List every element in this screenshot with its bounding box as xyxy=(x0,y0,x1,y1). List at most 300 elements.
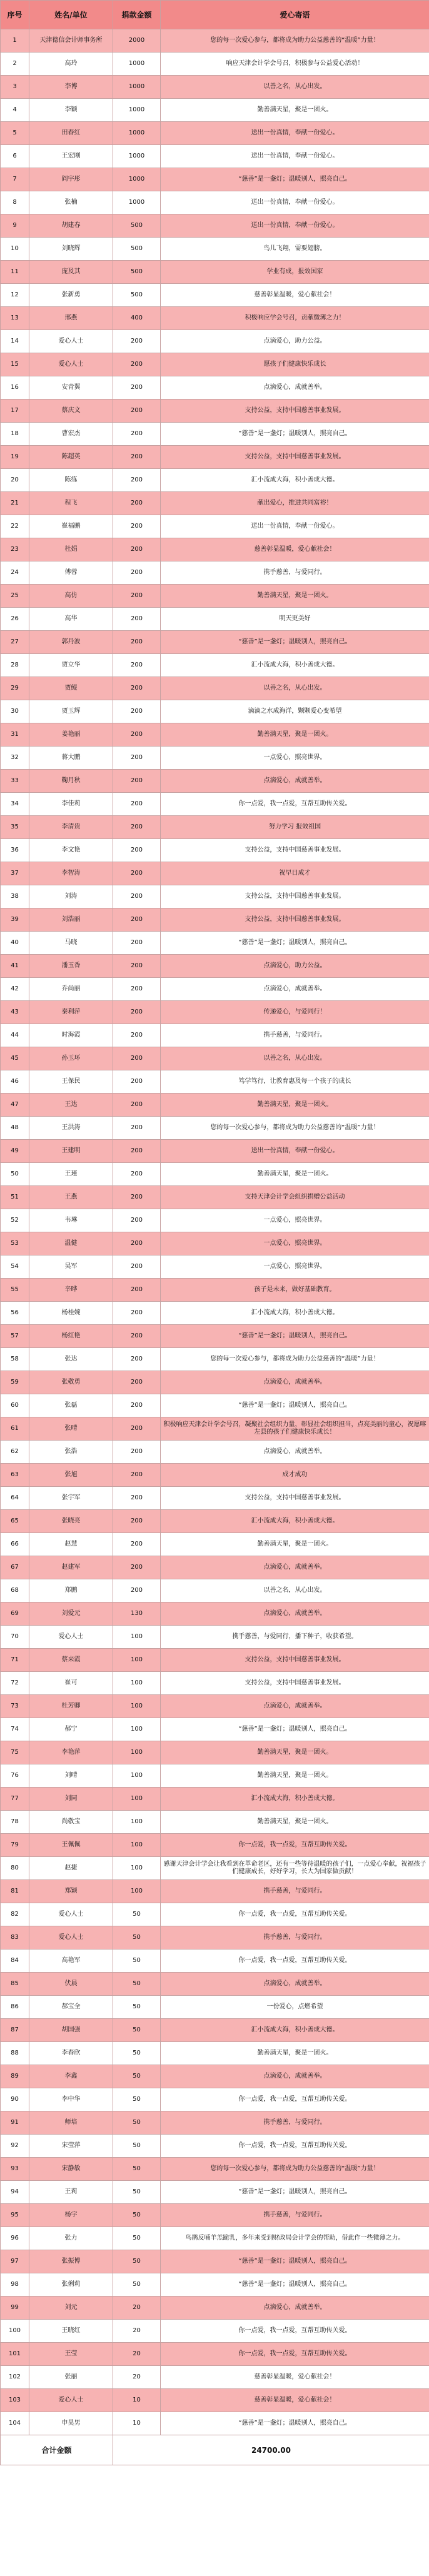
donor-name: 鞠月秋 xyxy=(29,770,113,793)
donation-amount: 200 xyxy=(113,1140,161,1163)
row-index: 57 xyxy=(1,1325,29,1348)
donor-name: 刘元 xyxy=(29,2297,113,2320)
donor-name: 王佩佩 xyxy=(29,1834,113,1857)
row-index: 1 xyxy=(1,29,29,53)
donation-amount: 200 xyxy=(113,1302,161,1325)
row-index: 59 xyxy=(1,1371,29,1394)
donation-amount: 200 xyxy=(113,654,161,677)
donor-message: 携手慈善，与爱同行。 xyxy=(161,2111,429,2135)
table-row xyxy=(1,1903,429,1926)
donor-message: 孩子是未来，做好基础教育。 xyxy=(161,1279,429,1302)
donor-name: 爱心人士 xyxy=(29,353,113,376)
row-index: 75 xyxy=(1,1741,29,1764)
donor-message: 点滴爱心，助力公益。 xyxy=(161,330,429,353)
row-index: 28 xyxy=(1,654,29,677)
row-index: 88 xyxy=(1,2042,29,2065)
donor-name: 张宇军 xyxy=(29,1487,113,1510)
table-row xyxy=(1,816,429,839)
donor-message: 你一点爱，我一点爱，互帮互助传关爱。 xyxy=(161,2088,429,2111)
donor-name: 宋莹萍 xyxy=(29,2135,113,2158)
donor-name: 王晓红 xyxy=(29,2320,113,2343)
donor-name: 崔可 xyxy=(29,1672,113,1695)
donor-message: 支持公益，支持中国慈善事业发展。 xyxy=(161,1672,429,1695)
donation-amount: 50 xyxy=(113,1996,161,2019)
donor-message: 献出爱心，推进共同富裕！ xyxy=(161,492,429,515)
donor-name: 李颖 xyxy=(29,99,113,122)
donor-name: 师培 xyxy=(29,2111,113,2135)
donor-name: 崔福鹏 xyxy=(29,515,113,538)
donor-message: 点滴爱心，助力公益。 xyxy=(161,955,429,978)
donor-name: 姜艳丽 xyxy=(29,723,113,747)
donor-message: 努力学习 报效祖国 xyxy=(161,816,429,839)
row-index: 92 xyxy=(1,2135,29,2158)
donor-name: 爱心人士 xyxy=(29,2389,113,2412)
donor-name: 尚敬宝 xyxy=(29,1811,113,1834)
row-index: 13 xyxy=(1,307,29,330)
table-row xyxy=(1,654,429,677)
donation-amount: 200 xyxy=(113,955,161,978)
donation-amount: 200 xyxy=(113,1047,161,1070)
table-row xyxy=(1,631,429,654)
row-index: 100 xyxy=(1,2320,29,2343)
donor-message: 携手慈善，与爱同行。 xyxy=(161,1024,429,1047)
donor-name: 王洪涛 xyxy=(29,1117,113,1140)
table-row xyxy=(1,677,429,700)
row-index: 24 xyxy=(1,561,29,585)
donor-message: 携手慈善，与爱同行，播下种子，收获希望。 xyxy=(161,1626,429,1649)
donation-amount: 200 xyxy=(113,885,161,908)
donor-name: 温健 xyxy=(29,1232,113,1255)
donation-amount: 20 xyxy=(113,2343,161,2366)
donor-name: 孙玉环 xyxy=(29,1047,113,1070)
row-index: 18 xyxy=(1,423,29,446)
donor-name: 胡国强 xyxy=(29,2019,113,2042)
row-index: 101 xyxy=(1,2343,29,2366)
row-index: 39 xyxy=(1,908,29,932)
donor-name: 郑鹏 xyxy=(29,1579,113,1602)
row-index: 37 xyxy=(1,862,29,885)
donor-message: 送出一份真情，奉献一份爱心。 xyxy=(161,1140,429,1163)
row-index: 77 xyxy=(1,1788,29,1811)
table-row xyxy=(1,1579,429,1602)
donor-message: 鸟鹊反哺羊羔跪乳，多年来受到财政局会计学会的帮助，借此作一些微薄之力。 xyxy=(161,2227,429,2250)
table-row xyxy=(1,1880,429,1903)
donor-name: 爱心人士 xyxy=(29,1903,113,1926)
table-row xyxy=(1,2042,429,2065)
donor-name: 刘爱元 xyxy=(29,1602,113,1626)
row-index: 90 xyxy=(1,2088,29,2111)
donor-message: 你一点爱，我一点爱，互帮互助传关爱。 xyxy=(161,2135,429,2158)
row-index: 50 xyxy=(1,1163,29,1186)
col-header-amount: 捐款金额 xyxy=(113,1,161,29)
donor-message: 送出一份真情，奉献一份爱心。 xyxy=(161,145,429,168)
row-index: 32 xyxy=(1,747,29,770)
donation-amount: 200 xyxy=(113,330,161,353)
donor-name: 王莉 xyxy=(29,2181,113,2204)
donation-amount: 200 xyxy=(113,1024,161,1047)
donation-amount: 200 xyxy=(113,1487,161,1510)
donation-amount: 100 xyxy=(113,1811,161,1834)
donor-message: 笃学笃行，让教育惠及每一个孩子的成长 xyxy=(161,1070,429,1094)
table-row xyxy=(1,284,429,307)
donor-name: 天津德信会计师事务所 xyxy=(29,29,113,53)
donor-message: 您的每一次爱心参与，都将成为助力公益慈善的“温暖”力量！ xyxy=(161,2158,429,2181)
donation-amount: 200 xyxy=(113,908,161,932)
donation-amount: 200 xyxy=(113,538,161,561)
donor-message: 愿孩子们健康快乐成长 xyxy=(161,353,429,376)
donor-message: 送出一份真情，奉献一份爱心。 xyxy=(161,515,429,538)
header-row xyxy=(1,1,429,29)
donor-name: 李清贵 xyxy=(29,816,113,839)
table-row xyxy=(1,2297,429,2320)
donor-name: 王瑾 xyxy=(29,1163,113,1186)
table-row xyxy=(1,2111,429,2135)
donor-message: 勤善满天星，聚是一团火。 xyxy=(161,1094,429,1117)
table-row xyxy=(1,585,429,608)
donation-amount: 100 xyxy=(113,1649,161,1672)
row-index: 83 xyxy=(1,1926,29,1950)
donation-amount: 200 xyxy=(113,978,161,1001)
row-index: 6 xyxy=(1,145,29,168)
donor-message: 勤善满天星，聚是一团火。 xyxy=(161,2042,429,2065)
donor-name: 杜芳卿 xyxy=(29,1695,113,1718)
donation-amount: 10 xyxy=(113,2412,161,2435)
donor-name: 张敬勇 xyxy=(29,1371,113,1394)
donor-message: 携手慈善，与爱同行。 xyxy=(161,1880,429,1903)
donor-message: 积极响应学会号召，贡献微薄之力！ xyxy=(161,307,429,330)
row-index: 23 xyxy=(1,538,29,561)
table-row xyxy=(1,978,429,1001)
row-index: 74 xyxy=(1,1718,29,1741)
table-row xyxy=(1,53,429,76)
row-index: 97 xyxy=(1,2250,29,2273)
table-row xyxy=(1,2320,429,2343)
table-row xyxy=(1,2366,429,2389)
donor-message: 您的每一次爱心参与，都将成为助力公益慈善的“温暖”力量！ xyxy=(161,1348,429,1371)
donor-message: 汇小流成大海，积小善成大德。 xyxy=(161,1510,429,1533)
table-row xyxy=(1,1417,429,1441)
table-row xyxy=(1,261,429,284)
donor-message: 点滴爱心，成就善举。 xyxy=(161,1371,429,1394)
donation-amount: 200 xyxy=(113,1579,161,1602)
donor-message: 慈善彰显温暖，爱心献社会！ xyxy=(161,2389,429,2412)
donor-message: 点滴爱心，成就善举。 xyxy=(161,978,429,1001)
donor-message: 以善之名，从心出发。 xyxy=(161,76,429,99)
row-index: 45 xyxy=(1,1047,29,1070)
donor-name: 张达 xyxy=(29,1348,113,1371)
table-row xyxy=(1,1510,429,1533)
donor-name: 张丽 xyxy=(29,2366,113,2389)
table-row xyxy=(1,1695,429,1718)
table-row xyxy=(1,1348,429,1371)
row-index: 2 xyxy=(1,53,29,76)
donor-message: 点滴爱心，成就善举。 xyxy=(161,1973,429,1996)
donor-message: 汇小流成大海，积小善成大德。 xyxy=(161,1788,429,1811)
donor-name: 张晓亮 xyxy=(29,1510,113,1533)
col-header-message: 爱心寄语 xyxy=(161,1,429,29)
row-index: 5 xyxy=(1,122,29,145)
donor-name: 傅蓉 xyxy=(29,561,113,585)
donor-name: 赵慧 xyxy=(29,1533,113,1556)
table-row xyxy=(1,214,429,238)
table-row xyxy=(1,1857,429,1880)
donation-amount: 1000 xyxy=(113,76,161,99)
donor-message: 以善之名，从心出发。 xyxy=(161,1579,429,1602)
donation-amount: 20 xyxy=(113,2320,161,2343)
table-row xyxy=(1,1811,429,1834)
donation-amount: 200 xyxy=(113,1441,161,1464)
total-row xyxy=(1,2435,429,2465)
row-index: 22 xyxy=(1,515,29,538)
donor-name: 伏晨 xyxy=(29,1973,113,1996)
table-row xyxy=(1,932,429,955)
donor-message: 汇小流成大海，积小善成大德。 xyxy=(161,1302,429,1325)
donor-name: 蔡庆文 xyxy=(29,400,113,423)
donation-amount: 200 xyxy=(113,631,161,654)
table-row xyxy=(1,1788,429,1811)
donor-name: 申昊男 xyxy=(29,2412,113,2435)
donor-message: 你一点爱，我一点爱，互帮互助传关爱。 xyxy=(161,793,429,816)
donation-amount: 200 xyxy=(113,446,161,469)
donor-message: 鸟儿飞翔，需要翅膀。 xyxy=(161,238,429,261)
donor-message: 积极响应天津会计学会号召，凝聚社会组织力量，彰显社会组织担当，点亮美丽的童心，祝愿喀左县的孩子们健康快乐成长！ xyxy=(161,1417,429,1441)
table-row xyxy=(1,2019,429,2042)
row-index: 52 xyxy=(1,1209,29,1232)
donor-message: 汇小流成大海，积小善成大德。 xyxy=(161,2019,429,2042)
donation-amount: 100 xyxy=(113,1626,161,1649)
donor-message: 勤善满天星，聚是一团火。 xyxy=(161,99,429,122)
table-row xyxy=(1,99,429,122)
donor-message: 支持公益，支持中国慈善事业发展。 xyxy=(161,1487,429,1510)
table-row xyxy=(1,2135,429,2158)
donor-name: 张力 xyxy=(29,2227,113,2250)
donor-message: 点滴爱心，成就善举。 xyxy=(161,1695,429,1718)
donor-name: 张旭 xyxy=(29,1464,113,1487)
donation-amount: 130 xyxy=(113,1602,161,1626)
table-row xyxy=(1,29,429,53)
donor-name: 爱心人士 xyxy=(29,330,113,353)
row-index: 80 xyxy=(1,1857,29,1880)
table-row xyxy=(1,700,429,723)
table-row xyxy=(1,469,429,492)
row-index: 7 xyxy=(1,168,29,191)
row-index: 42 xyxy=(1,978,29,1001)
table-row xyxy=(1,1209,429,1232)
donation-amount: 50 xyxy=(113,2273,161,2297)
donor-name: 杨宇 xyxy=(29,2204,113,2227)
donation-amount: 200 xyxy=(113,862,161,885)
donation-amount: 200 xyxy=(113,608,161,631)
table-row xyxy=(1,1163,429,1186)
donor-name: 李文艳 xyxy=(29,839,113,862)
donor-message: 以善之名，从心出发。 xyxy=(161,1047,429,1070)
table-row xyxy=(1,1533,429,1556)
donor-name: 张磊 xyxy=(29,1394,113,1417)
donation-amount: 50 xyxy=(113,2158,161,2181)
table-row xyxy=(1,1325,429,1348)
donor-name: 庞及其 xyxy=(29,261,113,284)
donation-amount: 100 xyxy=(113,1718,161,1741)
donation-amount: 400 xyxy=(113,307,161,330)
row-index: 60 xyxy=(1,1394,29,1417)
col-header-index: 序号 xyxy=(1,1,29,29)
table-row xyxy=(1,1464,429,1487)
row-index: 58 xyxy=(1,1348,29,1371)
donor-name: 张浩 xyxy=(29,1441,113,1464)
donor-message: 点滴爱心，成就善举。 xyxy=(161,1556,429,1579)
row-index: 91 xyxy=(1,2111,29,2135)
row-index: 51 xyxy=(1,1186,29,1209)
donation-amount: 200 xyxy=(113,1255,161,1279)
donor-message: 一点爱心，照亮世界。 xyxy=(161,1209,429,1232)
row-index: 33 xyxy=(1,770,29,793)
row-index: 4 xyxy=(1,99,29,122)
donation-amount: 1000 xyxy=(113,53,161,76)
table-row xyxy=(1,1232,429,1255)
donor-message: 你一点爱，我一点爱，互帮互助传关爱。 xyxy=(161,1950,429,1973)
donor-name: 陈练 xyxy=(29,469,113,492)
donor-message: 汇小流成大海，积小善成大德。 xyxy=(161,469,429,492)
donor-name: 李佳莉 xyxy=(29,793,113,816)
donor-name: 王燕 xyxy=(29,1186,113,1209)
donor-name: 蒋大鹏 xyxy=(29,747,113,770)
table-row xyxy=(1,122,429,145)
donation-amount: 500 xyxy=(113,284,161,307)
table-row xyxy=(1,1973,429,1996)
donation-amount: 200 xyxy=(113,1163,161,1186)
row-index: 30 xyxy=(1,700,29,723)
donation-amount: 50 xyxy=(113,2019,161,2042)
donor-message: 成才成功 xyxy=(161,1464,429,1487)
donation-amount: 200 xyxy=(113,1279,161,1302)
donor-message: 支持公益，支持中国慈善事业发展。 xyxy=(161,1649,429,1672)
table-row xyxy=(1,330,429,353)
donor-message: 勤善满天星，聚是一团火。 xyxy=(161,585,429,608)
row-index: 35 xyxy=(1,816,29,839)
table-row xyxy=(1,839,429,862)
donor-message: 送出一份真情，奉献一份爱心。 xyxy=(161,191,429,214)
donor-name: 马晓 xyxy=(29,932,113,955)
donation-amount: 50 xyxy=(113,1973,161,1996)
donor-message: 你一点爱，我一点爱，互帮互助传关爱。 xyxy=(161,2320,429,2343)
donation-amount: 200 xyxy=(113,353,161,376)
donor-message: “慈善”是一盏灯；温暖别人，照亮自己。 xyxy=(161,1718,429,1741)
donor-name: 郭丹波 xyxy=(29,631,113,654)
donor-message: 慈善彰显温暖，爱心献社会！ xyxy=(161,284,429,307)
donor-name: 李艳萍 xyxy=(29,1741,113,1764)
donation-amount: 100 xyxy=(113,1788,161,1811)
donation-amount: 50 xyxy=(113,2250,161,2273)
table-row xyxy=(1,1626,429,1649)
total-value: 24700.00 xyxy=(113,2435,429,2465)
donation-amount: 1000 xyxy=(113,191,161,214)
donor-message: 一份爱心，点燃希望 xyxy=(161,1996,429,2019)
donation-amount: 2000 xyxy=(113,29,161,53)
table-row xyxy=(1,1441,429,1464)
row-index: 10 xyxy=(1,238,29,261)
row-index: 71 xyxy=(1,1649,29,1672)
donation-amount: 200 xyxy=(113,1117,161,1140)
donation-amount: 200 xyxy=(113,747,161,770)
row-index: 46 xyxy=(1,1070,29,1094)
donor-name: 曹宏杰 xyxy=(29,423,113,446)
donor-name: 时海霞 xyxy=(29,1024,113,1047)
table-row xyxy=(1,1279,429,1302)
donor-name: 吴军 xyxy=(29,1255,113,1279)
donation-amount: 200 xyxy=(113,1394,161,1417)
row-index: 95 xyxy=(1,2204,29,2227)
table-row xyxy=(1,76,429,99)
row-index: 11 xyxy=(1,261,29,284)
donation-amount: 1000 xyxy=(113,168,161,191)
donation-amount: 100 xyxy=(113,1695,161,1718)
table-row xyxy=(1,492,429,515)
row-index: 79 xyxy=(1,1834,29,1857)
table-row xyxy=(1,2204,429,2227)
table-row xyxy=(1,723,429,747)
donation-amount: 200 xyxy=(113,932,161,955)
donor-message: 送出一份真情，奉献一份爱心。 xyxy=(161,122,429,145)
row-index: 38 xyxy=(1,885,29,908)
donation-amount: 200 xyxy=(113,1464,161,1487)
row-index: 66 xyxy=(1,1533,29,1556)
donation-amount: 200 xyxy=(113,816,161,839)
donor-message: 祝早日成才 xyxy=(161,862,429,885)
row-index: 34 xyxy=(1,793,29,816)
row-index: 93 xyxy=(1,2158,29,2181)
table-row xyxy=(1,2227,429,2250)
donor-message: 支持公益，支持中国慈善事业发展。 xyxy=(161,839,429,862)
row-index: 55 xyxy=(1,1279,29,1302)
donation-amount: 200 xyxy=(113,585,161,608)
table-row xyxy=(1,1394,429,1417)
row-index: 15 xyxy=(1,353,29,376)
table-row xyxy=(1,862,429,885)
donation-amount: 200 xyxy=(113,1371,161,1394)
donation-amount: 200 xyxy=(113,1325,161,1348)
donation-amount: 200 xyxy=(113,793,161,816)
donation-amount: 50 xyxy=(113,2181,161,2204)
row-index: 21 xyxy=(1,492,29,515)
donor-name: 李鑫 xyxy=(29,2065,113,2088)
donor-message: 携手慈善，与爱同行。 xyxy=(161,1926,429,1950)
table-row xyxy=(1,1001,429,1024)
row-index: 49 xyxy=(1,1140,29,1163)
donor-message: “慈善”是一盏灯；温暖别人，照亮自己。 xyxy=(161,1325,429,1348)
table-row xyxy=(1,353,429,376)
donor-message: 支持天津会计学会组织捐赠公益活动 xyxy=(161,1186,429,1209)
table-row xyxy=(1,1950,429,1973)
table-row xyxy=(1,885,429,908)
donor-message: 你一点爱，我一点爱，互帮互助传关爱。 xyxy=(161,2343,429,2366)
donor-name: 张晴 xyxy=(29,1417,113,1441)
donor-message: 一点爱心，照亮世界。 xyxy=(161,747,429,770)
donor-name: 杨红艳 xyxy=(29,1325,113,1348)
donor-message: 慈善彰显温暖，爱心献社会！ xyxy=(161,2366,429,2389)
table-row xyxy=(1,168,429,191)
table-row xyxy=(1,1741,429,1764)
table-row xyxy=(1,1487,429,1510)
table-row xyxy=(1,1764,429,1788)
row-index: 87 xyxy=(1,2019,29,2042)
table-row xyxy=(1,955,429,978)
donor-message: 感谢天津会计学会让我看到在革命老区，还有一些等待温暖的孩子们，一点爱心奉献，祝福孩子们健康成长，好好学习，长大为国家做贡献！ xyxy=(161,1857,429,1880)
table-row xyxy=(1,423,429,446)
table-row xyxy=(1,1718,429,1741)
donation-amount: 200 xyxy=(113,1001,161,1024)
donor-message: “慈善”是一盏灯；温暖别人，照亮自己。 xyxy=(161,423,429,446)
donor-message: 点滴爱心，成就善举。 xyxy=(161,1441,429,1464)
